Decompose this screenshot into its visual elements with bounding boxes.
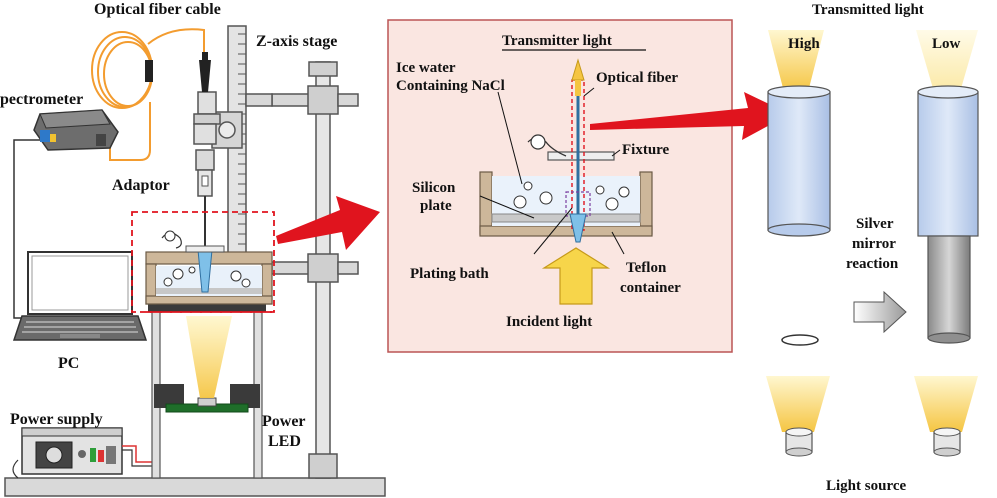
label-adaptor: Adaptor [112, 177, 170, 194]
label-teflon-2: container [620, 280, 681, 296]
fiber-holder [194, 52, 220, 144]
label-ice-water-2: Containing NaCl [396, 78, 505, 94]
z-axis-stage [212, 26, 272, 254]
label-low: Low [932, 36, 961, 52]
label-reaction-2: mirror [852, 236, 896, 252]
inset-fixture [548, 152, 614, 160]
label-transmitted-light: Transmitted light [812, 2, 924, 18]
label-teflon-1: Teflon [626, 260, 667, 276]
spectrometer [34, 110, 118, 150]
label-optical-fiber-cable: Optical fiber cable [94, 1, 221, 18]
label-spectrometer: pectrometer [0, 91, 84, 108]
inset-container [480, 172, 652, 236]
light-source-left [766, 376, 830, 456]
label-ice-water-1: Ice water [396, 60, 456, 76]
label-plating-bath: Plating bath [410, 266, 489, 282]
reaction-arrow [854, 292, 906, 332]
pc-laptop [14, 252, 146, 340]
led-light-beam [186, 316, 232, 398]
label-power-supply: Power supply [10, 411, 103, 428]
label-optical-fiber: Optical fiber [596, 70, 679, 86]
light-source-right [914, 376, 978, 456]
inset-title: Transmitter light [502, 33, 612, 49]
label-power-led-2: LED [268, 433, 301, 450]
label-reaction-1: Silver [856, 216, 894, 232]
label-high: High [788, 36, 820, 52]
tube-before [768, 86, 830, 236]
label-z-axis-stage: Z-axis stage [256, 33, 338, 50]
tube-after [918, 86, 978, 343]
label-silicon-2: plate [420, 198, 452, 214]
label-fixture: Fixture [622, 142, 670, 158]
stand-clamp-upper [272, 86, 358, 114]
label-reaction-3: reaction [846, 256, 899, 272]
label-power-led-1: Power [262, 413, 306, 430]
label-incident-light: Incident light [506, 314, 593, 330]
stand-clamp-lower [272, 254, 358, 282]
power-supply [13, 428, 122, 478]
label-light-source: Light source [826, 478, 907, 494]
adaptor [196, 150, 214, 250]
label-pc: PC [58, 355, 80, 372]
label-silicon-1: Silicon [412, 180, 456, 196]
bath-container [146, 231, 272, 304]
ring-marker [782, 335, 818, 345]
base-plate [5, 478, 385, 496]
